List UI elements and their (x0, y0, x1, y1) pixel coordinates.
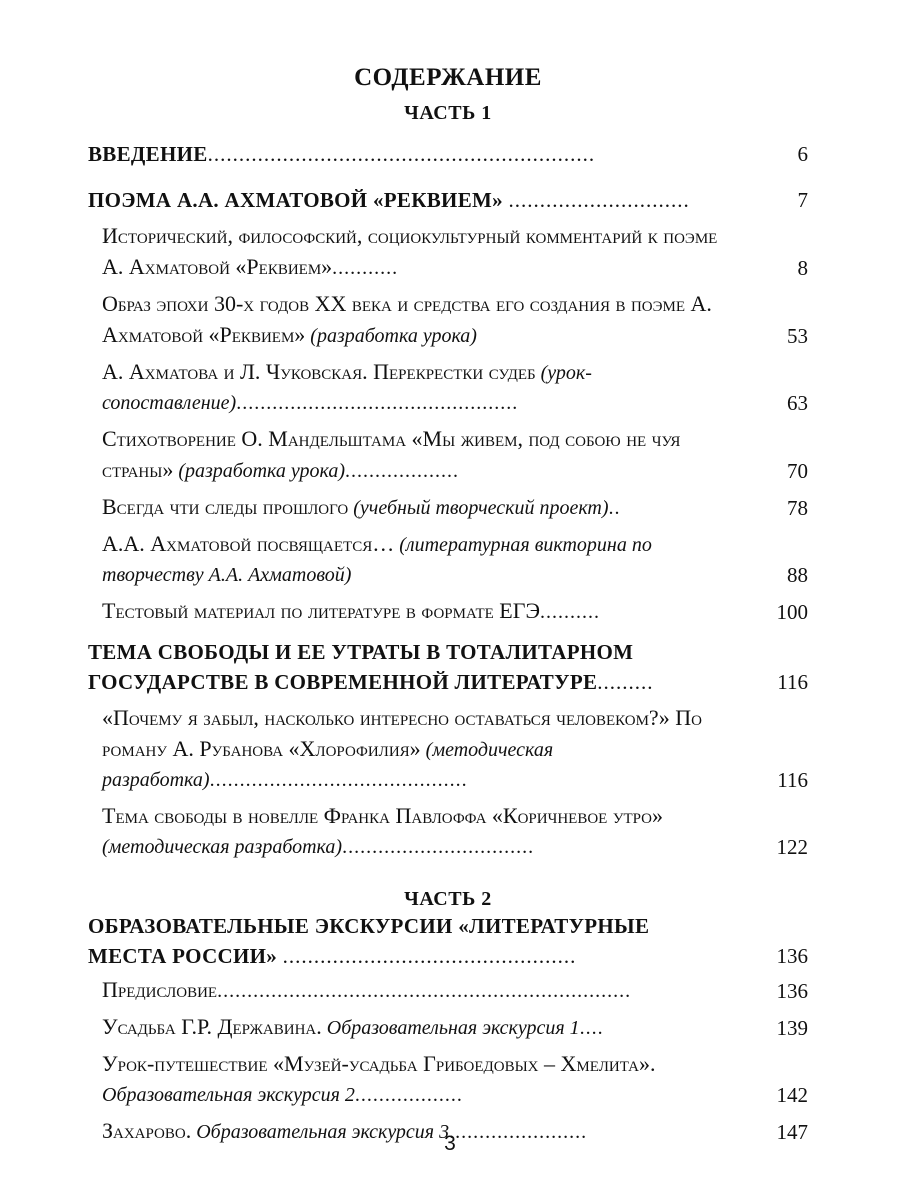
toc-entry-preface[interactable]: Предисловие..................................................................... 136 (88, 975, 808, 1006)
toc-entry-note: Образовательная экскурсия 1 (326, 1017, 580, 1039)
toc-entry-note: (разработка урока) (178, 460, 346, 482)
part-1-heading: ЧАСТЬ 1 (404, 102, 492, 124)
toc-entry-page: 136 (776, 944, 808, 968)
toc-entry-note: (урок-сопоставление) (102, 362, 592, 414)
toc-entry-traces-of-past[interactable]: Всегда чти следы прошлого (учебный творческий проект).. 78 (88, 492, 808, 523)
toc-entry-note: Образовательная экскурсия 3 (196, 1121, 450, 1143)
page-number: 3 (444, 1132, 456, 1155)
toc-entry-page: 139 (776, 1016, 808, 1040)
toc-entry-title: Захарово. (102, 1118, 192, 1143)
toc-entry-page: 116 (777, 768, 808, 792)
toc-entry-page: 100 (776, 600, 808, 624)
toc-entry-page: 88 (787, 563, 808, 587)
toc-entry-title: Урок-путешествие «Музей-усадьба Грибоедовых – Хмелита». (102, 1051, 656, 1076)
toc-entry-note: (учебный творческий проект) (353, 497, 609, 519)
toc-entry-title: Предисловие (102, 977, 218, 1002)
toc-entry-mandelstam[interactable]: Стихотворение О. Мандельштама «Мы живем, под собою не чуя страны» (разработка урока)................... 70 (88, 424, 808, 486)
toc-entry-title: Всегда чти следы прошлого (102, 494, 349, 519)
table-of-contents-page (88, 62, 808, 1147)
toc-entry-note: (методическая разработка) (102, 739, 554, 791)
toc-entry-brown-morning[interactable]: Тема свободы в новелле Франка Павлоффа «Коричневое утро» (методическая разработка)................................ 122 (88, 801, 808, 862)
toc-entry-page: 8 (797, 256, 808, 280)
toc-entry-page: 116 (777, 670, 808, 694)
toc-part-2 (88, 911, 808, 1147)
toc-entry-title: А.А. Ахматовой посвящается… (102, 531, 395, 556)
toc-entry-derzhavin-estate[interactable]: Усадьба Г.Р. Державина. Образовательная экскурсия 1.... 139 (88, 1012, 808, 1043)
toc-entry-page: 122 (776, 835, 808, 859)
toc-entry-title: А. Ахматова и Л. Чуковская. Перекрестки судеб (102, 359, 536, 384)
toc-entry-page: 142 (776, 1083, 808, 1107)
toc-entry-page: 6 (797, 142, 808, 166)
toc-entry-page: 7 (797, 188, 808, 212)
toc-entry-page: 53 (787, 324, 808, 348)
toc-entry-freedom-section[interactable]: ТЕМА СВОБОДЫ И ЕЕ УТРАТЫ В ТОТАЛИТАРНОМ ГОСУДАРСТВЕ В СОВРЕМЕННОЙ ЛИТЕРАТУРЕ......... 116 (88, 637, 808, 697)
toc-entry-note: (разработка урока) (310, 325, 477, 347)
toc-entry-page: 63 (787, 391, 808, 415)
toc-entry-zakharovo[interactable]: Захарово. Образовательная экскурсия 3....................... 147 (88, 1116, 808, 1147)
toc-entry-title: ТЕМА СВОБОДЫ И ЕЕ УТРАТЫ В ТОТАЛИТАРНОМ ГОСУДАРСТВЕ В СОВРЕМЕННОЙ ЛИТЕРАТУРЕ (88, 640, 634, 694)
page-title: СОДЕРЖАНИЕ (354, 64, 542, 91)
part-2-heading: ЧАСТЬ 2 (404, 888, 492, 910)
toc-entry-title: Стихотворение О. Мандельштама «Мы живем, под собою не чуя страны» (102, 426, 681, 482)
toc-entry-title: Образ эпохи 30-х годов XX века и средства его создания в поэме А. Ахматовой «Реквием» (102, 291, 712, 347)
toc-entry-akhmatova-chukovskaya[interactable]: А. Ахматова и Л. Чуковская. Перекрестки судеб (урок-сопоставление)............................................... 63 (88, 357, 808, 418)
toc-entry-note: Образовательная экскурсия 2 (102, 1084, 355, 1106)
toc-entry-requiem-section[interactable]: ПОЭМА А.А. АХМАТОВОЙ «РЕКВИЕМ» ............................. 7 (88, 185, 808, 215)
toc-entry-page: 136 (776, 979, 808, 1003)
toc-entry-excursions-section[interactable]: ОБРАЗОВАТЕЛЬНЫЕ ЭКСКУРСИИ «ЛИТЕРАТУРНЫЕ МЕСТА РОССИИ» ............................................... 136 (88, 911, 808, 971)
toc-entry-test-material[interactable]: Тестовый материал по литературе в формате ЕГЭ.......... 100 (88, 596, 808, 627)
toc-entry-chlorophilia[interactable]: «Почему я забыл, насколько интересно оставаться человеком?» По роману А. Рубанова «Хлорофилия» (методическая разработка)........................................... 116 (88, 703, 808, 795)
toc-entry-epoch-image[interactable] (88, 289, 808, 351)
toc-entry-note: (методическая разработка) (102, 836, 343, 858)
toc-entry-historical-commentary[interactable]: Исторический, философский, социокультурный комментарий к поэме А. Ахматовой «Реквием»........... 8 (88, 221, 808, 283)
toc-entry-title: Тема свободы в новелле Франка Павлоффа «Коричневое утро» (102, 803, 663, 828)
toc-entry-introduction[interactable]: ВВЕДЕНИЕ.............................................................. 6 (88, 139, 808, 169)
toc-entry-page: 147 (776, 1120, 808, 1144)
toc-entry-title: «Почему я забыл, насколько интересно оставаться человеком?» По роману А. Рубанова «Хлорофилия» (102, 705, 702, 761)
toc-entry-page: 70 (787, 459, 808, 483)
toc-entry-title: Усадьба Г.Р. Державина. (102, 1014, 322, 1039)
toc-entry-dedicated-quiz[interactable] (88, 529, 808, 590)
toc-entry-title: Исторический, философский, социокультурный комментарий к поэме А. Ахматовой «Реквием» (102, 223, 718, 279)
toc-entry-note: (литературная викторина по творчеству А.А. Ахматовой) (102, 534, 652, 586)
toc-entry-khmelita[interactable]: Урок-путешествие «Музей-усадьба Грибоедовых – Хмелита». Образовательная экскурсия 2.................. 142 (88, 1049, 808, 1110)
toc-entry-title: Тестовый материал по литературе в формате ЕГЭ (102, 598, 540, 623)
toc-entry-title: ОБРАЗОВАТЕЛЬНЫЕ ЭКСКУРСИИ «ЛИТЕРАТУРНЫЕ МЕСТА РОССИИ» (88, 914, 650, 968)
toc-entry-title: ВВЕДЕНИЕ (88, 142, 208, 166)
toc-entry-page: 78 (787, 496, 808, 520)
toc-entry-title: ПОЭМА А.А. АХМАТОВОЙ «РЕКВИЕМ» (88, 188, 503, 212)
toc-part-1 (88, 139, 808, 862)
